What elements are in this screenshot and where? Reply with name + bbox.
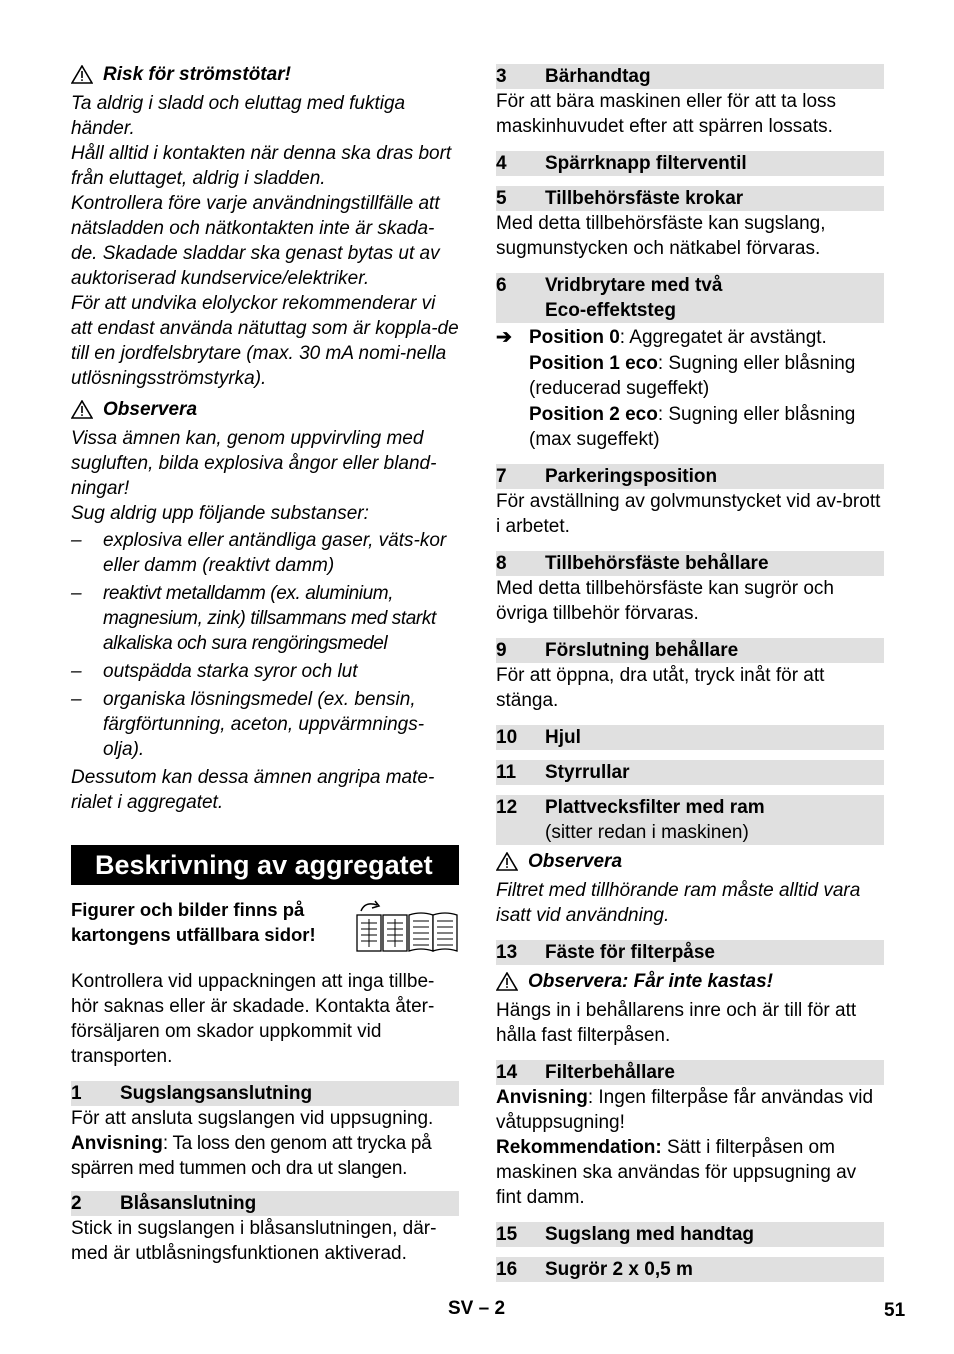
item-body: Hängs in i behållarens inre och är till för att hålla fast filterpåsen. [496,1000,857,1046]
item-header: 7 Parkeringsposition [496,464,884,489]
item-header: 8 Tillbehörsfäste behållare [496,551,884,576]
item-header: 3 Bärhandtag [496,64,884,89]
warning-text: Kontrollera före varje användningstillfälle att nätsladden och nätkontakten inte är skada-de. Skadade sladdar ska genast bytas ut av auktoriserad kundservice/elektriker. [71,193,440,289]
figure-note-box [71,897,459,955]
position-row: ➔ Position 0: Aggregatet är avstängt. [496,327,827,348]
item-body: För att ansluta sugslangen vid uppsugning. [71,1108,434,1129]
warning-do-not-discard [496,969,884,994]
warning-triangle-icon [71,400,93,419]
warning-text: Sug aldrig upp följande substanser: [71,503,369,524]
warning-triangle-icon [496,852,518,871]
position-row: Position 2 eco: Sugning eller blåsning (max sugeffekt) [529,404,856,450]
warning-text: Dessutom kan dessa ämnen angripa mate-rialet i aggregatet. [71,767,435,813]
item-body: Med detta tillbehörsfäste kan sugrör och övriga tillbehör förvaras. [496,578,834,624]
footer-page-label: SV – 2 [448,1298,506,1319]
item-header: 13 Fäste för filterpåse [496,940,884,965]
item-body: Stick in sugslangen i blåsanslutningen, där-med är utblåsningsfunktionen aktiverad. [71,1218,437,1264]
item-header: 5 Tillbehörsfäste krokar [496,186,884,211]
warning-text: Håll alltid i kontakten när denna ska dras bort från eluttaget, aldrig i sladden. [71,143,452,189]
item-recommendation: Rekommendation: Sätt i filterpåsen om maskinen ska användas för uppsugning av fint damm. [496,1137,857,1208]
substance-list [71,528,459,762]
item-header: 1 Sugslangsanslutning [71,1081,459,1106]
arrow-icon: ➔ [496,327,512,348]
item-note: Anvisning: Ta loss den genom att trycka på spärren med tummen och dra ut slangen. [71,1133,432,1179]
warning-observera [496,849,884,874]
warning-text: För att undvika elolyckor rekommenderar vi att endast använda nätuttag som är koppla-de till en jordfelsbrytare (max. 30 mA nomi-nella utlösningsströmstyrka). [71,293,459,389]
item-header: 2 Blåsanslutning [71,1191,459,1216]
warning-text: Ta aldrig i sladd och eluttag med fuktiga händer. [71,93,406,139]
item-header: 9 Förslutning behållare [496,638,884,663]
list-item: – reaktivt metalldamm (ex. aluminium, magnesium, zink) tillsammans med starkt alkaliska och sura rengöringsmedel [71,583,436,654]
intro-text: Kontrollera vid uppackningen att inga tillbe-hör saknas eller är skadade. Kontakta åter-försäljaren om skador uppkommit vid transporten. [71,971,435,1067]
right-column [496,64,884,1282]
warning-text: Vissa ämnen kan, genom uppvirvling med sugluften, bilda explosiva ångor eller bland-ningar! [71,428,437,499]
warning-text: Filtret med tillhörande ram måste alltid vara isatt vid användning. [496,880,861,926]
warning-title: Observera: Får inte kastas! [528,971,774,992]
warning-observera [71,397,459,422]
item-header: 12 Plattvecksfilter med ram (sitter redan i maskinen) [496,795,884,845]
item-header: 16 Sugrör 2 x 0,5 m [496,1257,884,1282]
item-header: 6 Vridbrytare med två Eco-effektsteg [496,273,884,323]
item-body: För att öppna, dra utåt, tryck inåt för att stänga. [496,665,825,711]
list-item: – organiska lösningsmedel (ex. bensin, färgförtunning, aceton, uppvärmnings-olja). [71,689,425,760]
list-item: – outspädda starka syror och lut [71,661,358,682]
item-note: Anvisning: Ingen filterpåse får användas vid våtuppsugning! [496,1087,874,1133]
warning-electric-shock [71,62,459,87]
footer-page-number: 51 [884,1300,906,1321]
position-row: Position 1 eco: Sugning eller blåsning (reducerad sugeffekt) [529,353,856,399]
item-header: 15 Sugslang med handtag [496,1222,884,1247]
item-body: För att bära maskinen eller för att ta loss maskinhuvudet efter att spärren lossats. [496,91,837,137]
warning-title: Risk för strömstötar! [103,64,291,85]
warning-triangle-icon [71,65,93,84]
figure-note: Figurer och bilder finns på kartongens utfällbara sidor! [71,899,316,945]
item-body: För avställning av golvmunstycket vid av-brott i arbetet. [496,491,881,537]
item-body: Med detta tillbehörsfäste kan sugslang, sugmunstycken och nätkabel förvaras. [496,213,826,259]
left-column [71,60,459,1266]
item-header: 10 Hjul [496,725,884,750]
list-item: – explosiva eller antändliga gaser, väts-kor eller damm (reaktivt damm) [71,530,447,576]
item-header: 11 Styrrullar [496,760,884,785]
foldout-book-icon [355,897,459,955]
warning-title: Observera [528,851,623,872]
warning-triangle-icon [496,972,518,991]
item-header: 4 Spärrknapp filterventil [496,151,884,176]
item-header: 14 Filterbehållare [496,1060,884,1085]
warning-title: Observera [103,399,198,420]
section-title: Beskrivning av aggregatet [71,845,459,885]
